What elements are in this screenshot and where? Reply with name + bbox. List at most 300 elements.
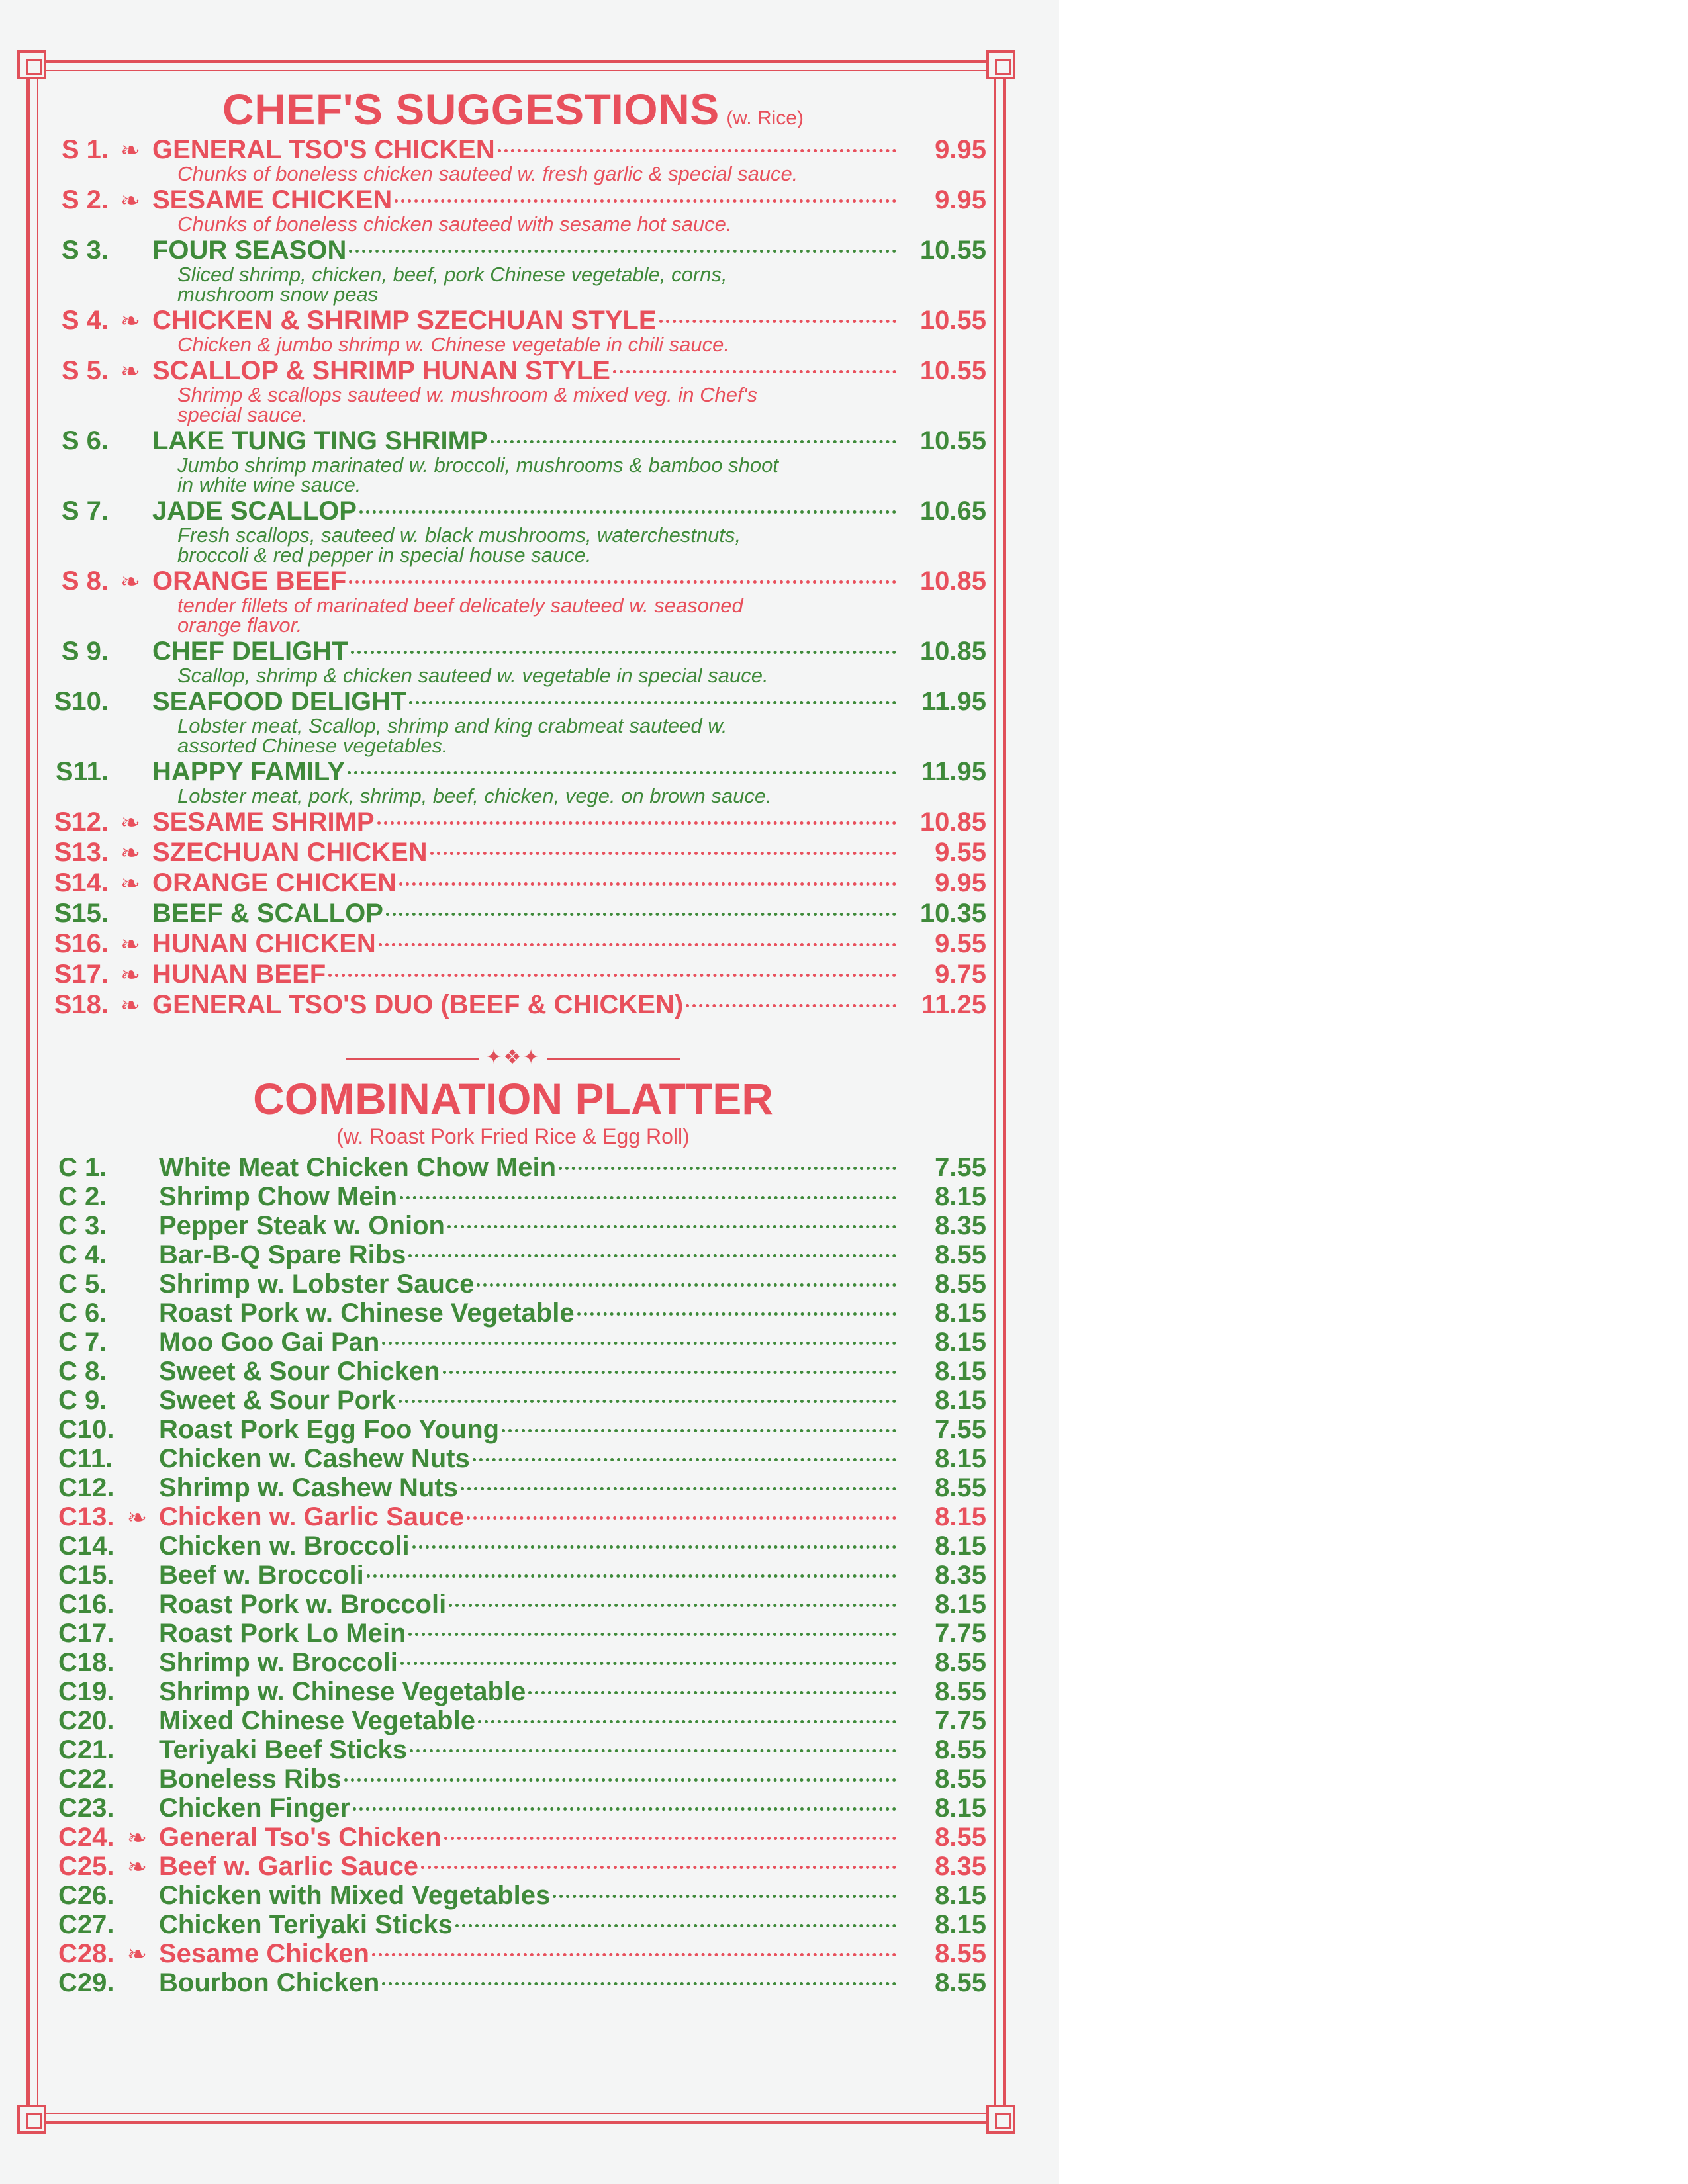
corner-ornament <box>17 2105 46 2134</box>
menu-item-line <box>40 1444 986 1473</box>
chili-pepper-icon: ❧ <box>126 1824 148 1851</box>
menu-item-line <box>40 868 986 897</box>
item-price: 7.75 <box>935 1619 986 1648</box>
item-code: C12. <box>58 1473 115 1502</box>
item-code: C20. <box>58 1706 115 1735</box>
dot-leader <box>367 1574 896 1578</box>
chili-pepper-icon: ❧ <box>120 307 141 334</box>
dot-leader <box>348 771 896 774</box>
item-price: 8.15 <box>935 1794 986 1823</box>
item-name: SESAME SHRIMP <box>152 807 375 837</box>
item-code: C 7. <box>58 1328 107 1357</box>
item-price: 8.15 <box>935 1531 986 1561</box>
menu-item-line <box>40 1648 986 1677</box>
item-description: Shrimp & scallops sauteed w. mushroom & mixed veg. in Chef's special sauce. <box>177 383 758 426</box>
item-price: 8.15 <box>935 1881 986 1910</box>
section-note: (w. Rice) <box>726 107 804 129</box>
menu-item <box>40 1211 986 1240</box>
dot-leader <box>359 510 896 514</box>
menu-item-line <box>40 1677 986 1706</box>
dot-leader <box>502 1429 896 1432</box>
menu-item-line <box>40 1473 986 1502</box>
item-name: Chicken w. Broccoli <box>159 1531 410 1561</box>
dot-leader <box>455 1924 896 1927</box>
dot-leader <box>372 1953 896 1956</box>
item-description: Chunks of boneless chicken sauteed w. fresh garlic & special sauce. <box>177 162 798 185</box>
item-code: C22. <box>58 1764 115 1794</box>
item-description: Sliced shrimp, chicken, beef, pork Chinese vegetable, corns, mushroom snow peas <box>177 263 727 306</box>
item-name: Chicken w. Garlic Sauce <box>159 1502 464 1531</box>
menu-item <box>40 960 986 989</box>
chili-pepper-icon: ❧ <box>126 1853 148 1880</box>
item-code: S10. <box>54 687 109 716</box>
item-code: C14. <box>58 1531 115 1561</box>
item-code: C15. <box>58 1561 115 1590</box>
item-price: 9.75 <box>935 960 986 989</box>
menu-item-line <box>40 1881 986 1910</box>
menu-item <box>40 356 986 425</box>
item-code: C29. <box>58 1968 115 1997</box>
item-description: Fresh scallops, sauteed w. black mushrooms, waterchestnuts, broccoli & red pepper in special house sauce. <box>177 523 741 567</box>
dot-leader <box>399 1400 896 1403</box>
menu-item <box>40 185 986 234</box>
item-code: C16. <box>58 1590 115 1619</box>
menu-item-line <box>40 236 986 265</box>
dot-leader <box>344 1778 896 1782</box>
dot-leader <box>382 1342 896 1345</box>
item-name: SESAME CHICKEN <box>152 185 393 214</box>
menu-item-line <box>40 1561 986 1590</box>
item-price: 9.95 <box>935 185 986 214</box>
item-name: General Tso's Chicken <box>159 1823 442 1852</box>
chili-pepper-icon: ❧ <box>126 1940 148 1968</box>
dot-leader <box>478 1720 896 1723</box>
dot-leader <box>400 1196 896 1199</box>
menu-item-line <box>40 1415 986 1444</box>
item-code: S12. <box>54 807 109 837</box>
dot-leader <box>477 1283 896 1287</box>
item-name: Sweet & Sour Chicken <box>159 1357 440 1386</box>
item-description: Scallop, shrimp & chicken sauteed w. vegetable in special sauce. <box>177 664 769 687</box>
item-price: 8.15 <box>935 1298 986 1328</box>
item-name: ORANGE CHICKEN <box>152 868 397 897</box>
dot-leader <box>444 1837 896 1840</box>
dot-leader <box>491 440 896 443</box>
menu-item <box>40 1968 986 1997</box>
item-code: C13. <box>58 1502 115 1531</box>
menu-item <box>40 1561 986 1590</box>
menu-item-line <box>40 899 986 928</box>
chili-pepper-icon: ❧ <box>120 357 141 385</box>
item-description: Chicken & jumbo shrimp w. Chinese vegetable in chili sauce. <box>177 333 729 356</box>
item-price: 10.55 <box>919 356 986 385</box>
dot-leader <box>430 852 896 855</box>
dot-leader <box>408 1633 896 1636</box>
item-name: LAKE TUNG TING SHRIMP <box>152 426 488 455</box>
item-description: Lobster meat, Scallop, shrimp and king crabmeat sauteed w. assorted Chinese vegetables. <box>177 714 727 757</box>
menu-item <box>40 1648 986 1677</box>
item-name: Roast Pork w. Broccoli <box>159 1590 447 1619</box>
item-price: 8.55 <box>935 1968 986 1997</box>
item-price: 10.55 <box>919 236 986 265</box>
item-code: C 9. <box>58 1386 107 1415</box>
dot-leader <box>553 1895 896 1898</box>
chili-pepper-icon: ❧ <box>120 136 141 163</box>
item-name: SCALLOP & SHRIMP HUNAN STYLE <box>152 356 610 385</box>
menu-item <box>40 637 986 686</box>
item-price: 8.55 <box>935 1764 986 1794</box>
dot-leader <box>686 1004 896 1007</box>
item-price: 9.95 <box>935 868 986 897</box>
menu-item <box>40 236 986 304</box>
item-code: S 5. <box>61 356 109 385</box>
chili-pepper-icon: ❧ <box>120 870 141 897</box>
menu-item <box>40 135 986 184</box>
dot-leader <box>577 1312 896 1316</box>
menu-item <box>40 1794 986 1823</box>
item-name: Shrimp w. Chinese Vegetable <box>159 1677 526 1706</box>
item-price: 11.25 <box>921 990 986 1019</box>
section-divider: ✦❖✦ <box>40 1046 986 1069</box>
item-price: 8.35 <box>935 1561 986 1590</box>
item-price: 10.35 <box>919 899 986 928</box>
menu-item <box>40 1823 986 1852</box>
dot-leader <box>382 1982 896 1985</box>
item-name: BEEF & SCALLOP <box>152 899 383 928</box>
item-name: Mixed Chinese Vegetable <box>159 1706 475 1735</box>
item-code: S 1. <box>61 135 109 164</box>
menu-item-line <box>40 1182 986 1211</box>
item-code: C10. <box>58 1415 115 1444</box>
item-price: 8.35 <box>935 1852 986 1881</box>
item-price: 8.55 <box>935 1823 986 1852</box>
menu-item-line <box>40 135 986 164</box>
menu-item <box>40 1619 986 1648</box>
dot-leader <box>410 1749 896 1752</box>
item-code: C24. <box>58 1823 115 1852</box>
menu-item <box>40 1153 986 1182</box>
menu-item-line <box>40 1153 986 1182</box>
item-name: Chicken Teriyaki Sticks <box>159 1910 453 1939</box>
menu-item-line <box>40 356 986 385</box>
item-code: C 5. <box>58 1269 107 1298</box>
item-description: Jumbo shrimp marinated w. broccoli, mushrooms & bamboo shoot in white wine sauce. <box>177 453 779 496</box>
dot-leader <box>349 580 896 584</box>
item-code: C 4. <box>58 1240 107 1269</box>
item-name: GENERAL TSO'S CHICKEN <box>152 135 495 164</box>
item-code: S17. <box>54 960 109 989</box>
chili-pepper-icon: ❧ <box>120 991 141 1019</box>
item-description: Chunks of boneless chicken sauteed with sesame hot sauce. <box>177 212 732 236</box>
item-code: S13. <box>54 838 109 867</box>
item-description: Lobster meat, pork, shrimp, beef, chicken, vege. on brown sauce. <box>177 784 772 807</box>
menu-item-line <box>40 1531 986 1561</box>
chili-pepper-icon: ❧ <box>120 931 141 958</box>
chili-pepper-icon: ❧ <box>120 187 141 214</box>
dot-leader <box>659 320 896 323</box>
item-name: Sweet & Sour Pork <box>159 1386 396 1415</box>
item-price: 8.55 <box>935 1735 986 1764</box>
corner-ornament <box>986 2105 1015 2134</box>
item-name: Roast Pork w. Chinese Vegetable <box>159 1298 575 1328</box>
menu-item-line <box>40 306 986 335</box>
item-code: C27. <box>58 1910 115 1939</box>
menu-item-line <box>40 1794 986 1823</box>
item-name: Bar-B-Q Spare Ribs <box>159 1240 406 1269</box>
menu-item <box>40 1764 986 1794</box>
menu-item <box>40 1328 986 1357</box>
menu-item-line <box>40 1386 986 1415</box>
dot-leader <box>447 1225 896 1228</box>
menu-item <box>40 807 986 837</box>
menu-item-line <box>40 426 986 455</box>
item-code: C 1. <box>58 1153 107 1182</box>
item-name: Roast Pork Egg Foo Young <box>159 1415 500 1444</box>
item-name: Sesame Chicken <box>159 1939 369 1968</box>
dot-leader <box>399 882 896 886</box>
item-price: 10.85 <box>919 807 986 837</box>
item-code: S 8. <box>61 567 109 596</box>
item-name: SZECHUAN CHICKEN <box>152 838 428 867</box>
dot-leader <box>473 1458 896 1461</box>
corner-ornament <box>986 50 1015 79</box>
combination-platter-title: COMBINATION PLATTER <box>253 1074 773 1123</box>
item-name: FOUR SEASON <box>152 236 347 265</box>
item-code: S 6. <box>61 426 109 455</box>
item-price: 8.15 <box>935 1182 986 1211</box>
dot-leader <box>377 821 896 825</box>
dot-leader <box>379 943 896 946</box>
item-name: HUNAN BEEF <box>152 960 326 989</box>
item-name: Moo Goo Gai Pan <box>159 1328 380 1357</box>
item-code: C 6. <box>58 1298 107 1328</box>
item-price: 10.85 <box>919 567 986 596</box>
chili-pepper-icon: ❧ <box>120 839 141 866</box>
item-price: 8.55 <box>935 1939 986 1968</box>
item-name: Chicken Finger <box>159 1794 350 1823</box>
menu-item-line <box>40 1357 986 1386</box>
menu-item-line <box>40 1240 986 1269</box>
item-code: C18. <box>58 1648 115 1677</box>
menu-item-line <box>40 1939 986 1968</box>
menu-item <box>40 1531 986 1561</box>
item-code: S18. <box>54 990 109 1019</box>
menu-item <box>40 838 986 867</box>
item-name: CHICKEN & SHRIMP SZECHUAN STYLE <box>152 306 657 335</box>
item-name: Shrimp w. Lobster Sauce <box>159 1269 475 1298</box>
item-name: Shrimp Chow Mein <box>159 1182 397 1211</box>
item-price: 8.15 <box>935 1502 986 1531</box>
item-description: tender fillets of marinated beef delicately sauteed w. seasoned orange flavor. <box>177 594 743 637</box>
dot-leader <box>328 974 896 977</box>
menu-item-line <box>40 1910 986 1939</box>
dot-leader <box>613 370 896 373</box>
menu-item-line <box>40 1968 986 1997</box>
menu-item <box>40 1415 986 1444</box>
item-price: 8.15 <box>935 1386 986 1415</box>
menu-item <box>40 1939 986 1968</box>
item-price: 8.15 <box>935 1444 986 1473</box>
menu-item-line <box>40 1735 986 1764</box>
item-price: 8.15 <box>935 1328 986 1357</box>
menu-item-line <box>40 1852 986 1881</box>
menu-item <box>40 899 986 928</box>
item-code: C25. <box>58 1852 115 1881</box>
menu-item-line <box>40 637 986 666</box>
menu-item <box>40 1240 986 1269</box>
item-code: C23. <box>58 1794 115 1823</box>
combination-platter-subtitle: (w. Roast Pork Fried Rice & Egg Roll) <box>336 1124 690 1148</box>
dot-leader <box>461 1487 896 1490</box>
item-name: HUNAN CHICKEN <box>152 929 376 958</box>
dot-leader <box>559 1167 896 1170</box>
item-price: 8.55 <box>935 1269 986 1298</box>
section-title: CHEF'S SUGGESTIONS <box>222 85 720 134</box>
item-code: S 2. <box>61 185 109 214</box>
item-name: CHEF DELIGHT <box>152 637 348 666</box>
dot-leader <box>421 1866 896 1869</box>
menu-item-line <box>40 185 986 214</box>
menu-content <box>40 73 986 1997</box>
menu-item <box>40 757 986 806</box>
item-name: ORANGE BEEF <box>152 567 347 596</box>
item-price: 10.55 <box>919 426 986 455</box>
menu-item-line <box>40 1764 986 1794</box>
menu-item-line <box>40 687 986 716</box>
menu-item <box>40 306 986 355</box>
item-price: 11.95 <box>921 687 986 716</box>
item-code: C21. <box>58 1735 115 1764</box>
menu-item-line <box>40 838 986 867</box>
dot-leader <box>400 1662 896 1665</box>
dot-leader <box>409 701 896 704</box>
item-name: Shrimp w. Cashew Nuts <box>159 1473 458 1502</box>
menu-item <box>40 1590 986 1619</box>
item-code: C 2. <box>58 1182 107 1211</box>
menu-item-line <box>40 496 986 525</box>
menu-item <box>40 929 986 958</box>
chef-suggestions-header <box>40 85 986 134</box>
item-price: 8.15 <box>935 1910 986 1939</box>
dot-leader <box>353 1807 896 1811</box>
item-code: C28. <box>58 1939 115 1968</box>
item-code: S15. <box>54 899 109 928</box>
menu-item-line <box>40 807 986 837</box>
dot-leader <box>395 199 896 203</box>
item-name: Beef w. Broccoli <box>159 1561 364 1590</box>
menu-item <box>40 426 986 495</box>
item-code: C 8. <box>58 1357 107 1386</box>
dot-leader <box>408 1254 896 1257</box>
item-name: JADE SCALLOP <box>152 496 357 525</box>
menu-item <box>40 1706 986 1735</box>
menu-item <box>40 990 986 1019</box>
item-code: S11. <box>55 757 109 786</box>
dot-leader <box>528 1691 896 1694</box>
item-price: 8.55 <box>935 1240 986 1269</box>
item-price: 11.95 <box>921 757 986 786</box>
chili-pepper-icon: ❧ <box>120 961 141 988</box>
item-price: 7.55 <box>935 1153 986 1182</box>
item-code: S 3. <box>61 236 109 265</box>
item-price: 9.95 <box>935 135 986 164</box>
item-code: S14. <box>54 868 109 897</box>
dot-leader <box>449 1604 896 1607</box>
item-name: GENERAL TSO'S DUO (BEEF & CHICKEN) <box>152 990 684 1019</box>
menu-item <box>40 1182 986 1211</box>
item-price: 9.55 <box>935 929 986 958</box>
combination-platter-list <box>40 1153 986 1997</box>
menu-item <box>40 1910 986 1939</box>
menu-item-line <box>40 990 986 1019</box>
menu-item <box>40 1298 986 1328</box>
menu-item-line <box>40 1590 986 1619</box>
menu-item <box>40 1677 986 1706</box>
item-name: Pepper Steak w. Onion <box>159 1211 445 1240</box>
item-price: 10.85 <box>919 637 986 666</box>
item-name: Shrimp w. Broccoli <box>159 1648 398 1677</box>
item-name: HAPPY FAMILY <box>152 757 346 786</box>
menu-item-line <box>40 567 986 596</box>
menu-item <box>40 1502 986 1531</box>
menu-item-line <box>40 1328 986 1357</box>
item-name: Teriyaki Beef Sticks <box>159 1735 408 1764</box>
menu-item <box>40 1386 986 1415</box>
chili-pepper-icon: ❧ <box>126 1504 148 1531</box>
menu-item <box>40 687 986 756</box>
menu-item <box>40 1852 986 1881</box>
menu-item <box>40 567 986 635</box>
dot-leader <box>412 1545 896 1549</box>
dot-leader <box>443 1371 896 1374</box>
item-name: Chicken w. Cashew Nuts <box>159 1444 470 1473</box>
chef-suggestions-list <box>40 135 986 1019</box>
item-name: SEAFOOD DELIGHT <box>152 687 407 716</box>
menu-item <box>40 868 986 897</box>
item-name: Boneless Ribs <box>159 1764 342 1794</box>
item-code: S 7. <box>61 496 109 525</box>
menu-item-line <box>40 1502 986 1531</box>
item-code: S16. <box>54 929 109 958</box>
menu-item <box>40 1881 986 1910</box>
item-price: 10.65 <box>919 496 986 525</box>
menu-item <box>40 1473 986 1502</box>
dot-leader <box>498 149 896 152</box>
dot-leader <box>467 1516 896 1520</box>
item-price: 10.55 <box>919 306 986 335</box>
chili-pepper-icon: ❧ <box>120 568 141 595</box>
dot-leader <box>351 651 896 654</box>
item-name: Chicken with Mixed Vegetables <box>159 1881 551 1910</box>
item-price: 7.75 <box>935 1706 986 1735</box>
menu-item-line <box>40 757 986 786</box>
menu-item-line <box>40 1269 986 1298</box>
item-price: 9.55 <box>935 838 986 867</box>
item-price: 8.15 <box>935 1357 986 1386</box>
item-name: White Meat Chicken Chow Mein <box>159 1153 557 1182</box>
menu-item <box>40 1735 986 1764</box>
item-name: Beef w. Garlic Sauce <box>159 1852 419 1881</box>
item-price: 8.15 <box>935 1590 986 1619</box>
menu-item-line <box>40 929 986 958</box>
item-price: 8.35 <box>935 1211 986 1240</box>
chili-pepper-icon: ❧ <box>120 809 141 836</box>
menu-item-line <box>40 1823 986 1852</box>
item-code: S 4. <box>61 306 109 335</box>
menu-item-line <box>40 1298 986 1328</box>
menu-item <box>40 496 986 565</box>
dot-leader <box>349 250 896 253</box>
